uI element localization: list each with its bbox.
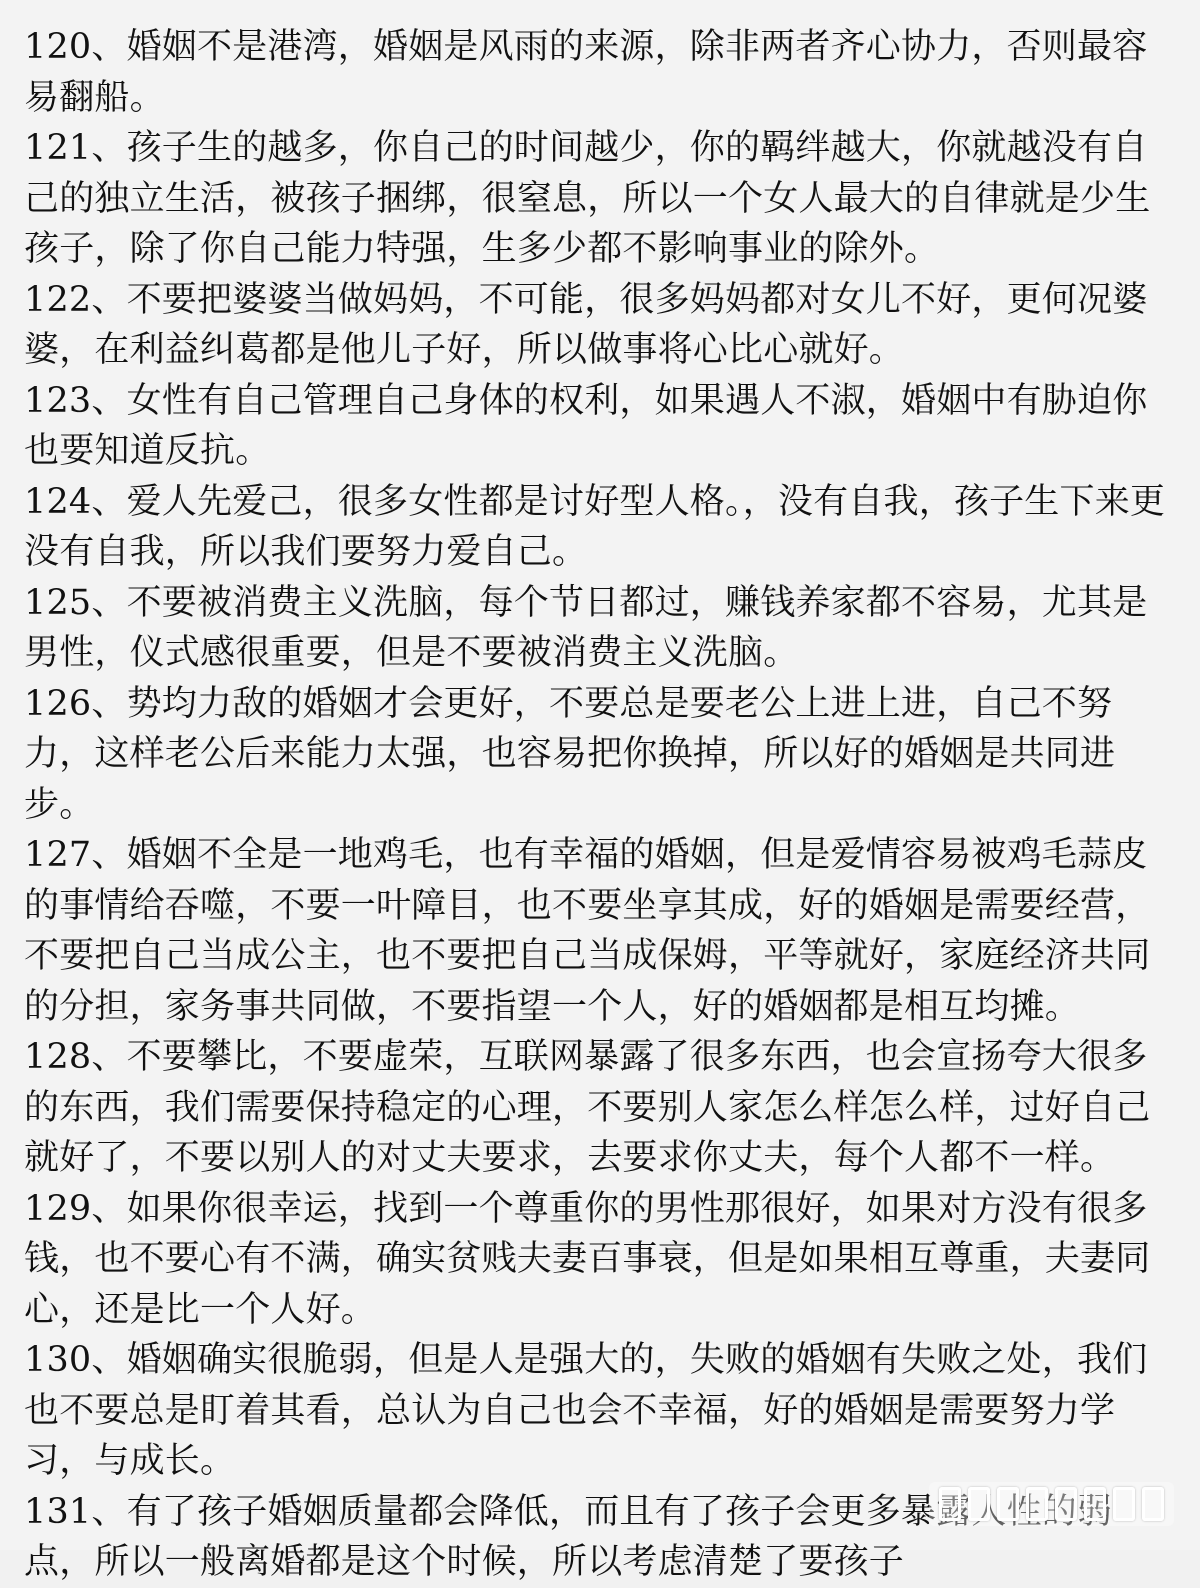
list-item: 124、爱人先爱己，很多女性都是讨好型人格。，没有自我，孩子生下来更没有自我，所以我们要努力爱自己。 [24,481,1166,572]
text-content [24,22,1176,1588]
list-item: 127、婚姻不全是一地鸡毛，也有幸福的婚姻，但是爱情容易被鸡毛蒜皮的事情给吞噬，不要一叶障目，也不要坐享其成，好的婚姻是需要经营，不要把自己当成公主，也不要把自己当成保姆，平等就好，家庭经济共同的分担，家务事共同做，不要指望一个人，好的婚姻都是相互均摊。 [24,835,1151,1027]
list-item: 126、势均力敌的婚姻才会更好，不要总是要老公上进上进，自己不努力，这样老公后来能力太强，也容易把你换掉，所以好的婚姻是共同进步。 [24,683,1116,825]
list-item: 129、如果你很幸运，找到一个尊重你的男性那很好，如果对方没有很多钱，也不要心有不满，确实贫贱夫妻百事衰，但是如果相互尊重，夫妻同心，还是比一个人好。 [24,1188,1151,1330]
list-item: 128、不要攀比，不要虚荣，互联网暴露了很多东西，也会宣扬夸大很多的东西，我们需要保持稳定的心理，不要别人家怎么样怎么样，过好自己就好了，不要以别人的对丈夫要求，去要求你丈夫，每个人都不一样。 [24,1037,1151,1178]
list-item: 130、婚姻确实很脆弱，但是人是强大的，失败的婚姻有失败之处，我们也不要总是盯着其看，总认为自己也会不幸福，好的婚姻是需要努力学习，与成长。 [24,1340,1148,1481]
watermark-logo [929,1482,1174,1526]
list-item: 131、有了孩子婚姻质量都会降低，而且有了孩子会更多暴露人性的弱点，所以一般离婚都是这个时候，所以考虑清楚了要孩子 [24,1491,1113,1582]
list-item: 125、不要被消费主义洗脑，每个节日都过，赚钱养家都不容易，尤其是男性，仪式感很重要，但是不要被消费主义洗脑。 [24,582,1148,673]
list-item: 123、女性有自己管理自己身体的权利，如果遇人不淑，婚姻中有胁迫你也要知道反抗。 [24,380,1148,471]
list-item: 120、婚姻不是港湾，婚姻是风雨的来源，除非两者齐心协力，否则最容易翻船。 [24,27,1148,118]
watermark-icon [939,1487,1164,1521]
list-item: 121、孩子生的越多，你自己的时间越少，你的羁绊越大，你就越没有自己的独立生活，被孩子捆绑，很窒息，所以一个女人最大的自律就是少生孩子，除了你自己能力特强，生多少都不影响事业的除外。 [24,128,1151,269]
list-item: 122、不要把婆婆当做妈妈，不可能，很多妈妈都对女儿不好，更何况婆婆，在利益纠葛都是他儿子好，所以做事将心比心就好。 [24,279,1148,370]
